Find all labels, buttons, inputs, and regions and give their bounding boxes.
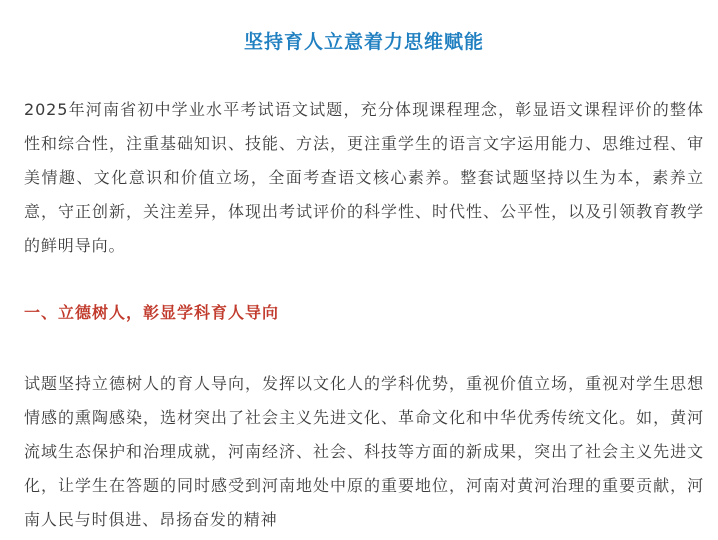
intro-paragraph: 2025年河南省初中学业水平考试语文试题，充分体现课程理念，彰显语文课程评价的整体性和综合性，注重基础知识、技能、方法，更注重学生的语言文字运用能力、思维过程、审美情趣、文化意识和价值立场，全面考查语文核心素养。整套试题坚持以生为本，素养立意，守正创新，关注差异，体现出考试评价的科学性、时代性、公平性，以及引领教育教学的鲜明导向。 bbox=[24, 100, 704, 255]
article-title: 坚持育人立意着力思维赋能 bbox=[243, 31, 484, 53]
section-paragraph: 试题坚持立德树人的育人导向，发挥以文化人的学科优势，重视价值立场，重视对学生思想情感的熏陶感染，选材突出了社会主义先进文化、革命文化和中华优秀传统文化。如，黄河流域生态保护和治理成就，河南经济、社会、科技等方面的新成果，突出了社会主义先进文化，让学生在答题的同时感受到河南地处中原的重要地位，河南对黄河治理的重要贡献，河南人民与时俱进、昂扬奋发的精神 bbox=[24, 374, 704, 529]
section-heading: 一、立德树人，彰显学科育人导向 bbox=[24, 303, 280, 322]
article bbox=[24, 0, 704, 529]
